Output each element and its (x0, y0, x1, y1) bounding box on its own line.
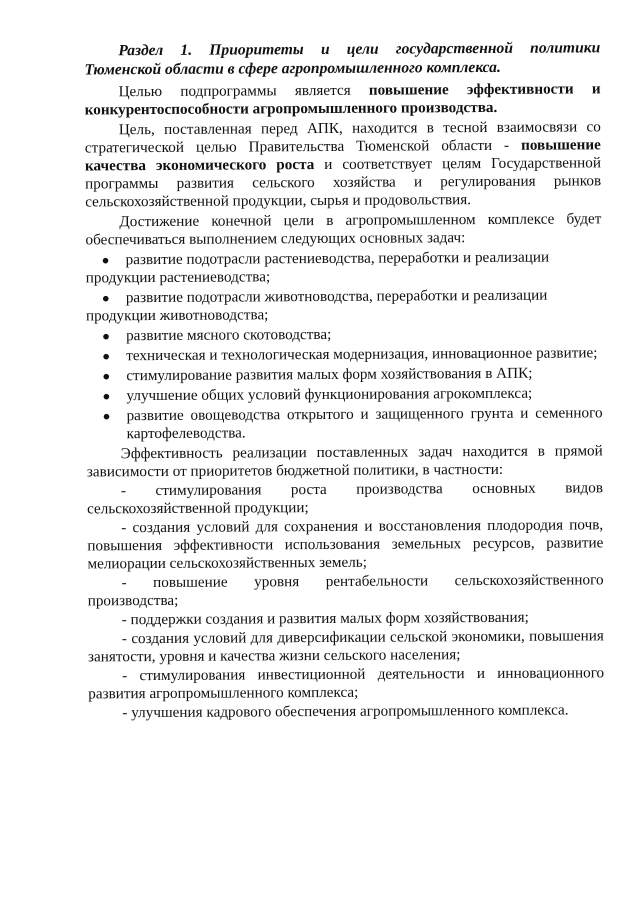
efficiency-paragraph: Эффективность реализации поставленных задач находится в прямой зависимости от приоритетов бюджетной политики, в частности: (86, 442, 603, 481)
bullet-icon: ● (102, 408, 111, 424)
strategy-tail: и соответствует целям Государственной программы развития сельского хозяйства и регулирования рынков сельскохозяйственной продукции, сырья и продовольствия. (85, 154, 602, 211)
task-item: ● улучшение общих условий функционирования агрокомплекса; (86, 384, 602, 405)
priority-item: - повышение уровня рентабельности сельскохозяйственного производства; (87, 571, 604, 610)
bullet-icon: ● (102, 368, 111, 384)
goal-lead: Целью подпрограммы является (118, 81, 369, 101)
task-item: ● техническая и технологическая модернизация, инновационное развитие; (86, 344, 602, 365)
goal-paragraph (85, 80, 601, 119)
priority-item: - стимулирования инвестиционной деятельности и инновационного развития агропромышленного комплекса; (88, 664, 605, 703)
task-item: ● развитие мясного скотоводства; (86, 324, 602, 345)
priority-item: - создания условий для сохранения и восстановления плодородия почв, повышения эффективности использования земельных ресурсов, развитие мелиорации сельскохозяйственных земель; (87, 516, 604, 573)
bullet-icon: ● (101, 252, 110, 268)
task-item: ● развитие подотрасли растениеводства, переработки и реализации продукции растениеводства; (85, 248, 550, 287)
priority-item: - стимулирования роста производства основных видов сельскохозяйственной продукции; (87, 479, 604, 518)
task-item: ● стимулирование развития малых форм хозяйствования в АПК; (86, 364, 602, 385)
tasks-list (86, 248, 603, 443)
task-item: ● развитие подотрасли животноводства, переработки и реализации продукции животноводства; (85, 286, 548, 325)
section-heading: Раздел 1. Приоритеты и цели государственной политики Тюменской области в сфере агропромышленного комплекса. (84, 39, 601, 79)
task-item: ● развитие овощеводства открытого и защищенного грунта и семенного картофелеводства. (86, 404, 602, 443)
strategy-bold: повышение качества экономического роста (84, 136, 601, 175)
priority-item: - создания условий для диверсификации сельской экономики, повышения занятости, уровня и качества жизни сельского населения; (87, 627, 604, 666)
bullet-icon: ● (102, 328, 111, 344)
strategy-lead: Цель, поставленная перед АПК, находится в тесной взаимосвязи со стратегической целью Правительства Тюменской области - (84, 118, 601, 157)
bullet-icon: ● (101, 290, 110, 306)
priority-item: - улучшения кадрового обеспечения агропромышленного комплекса. (122, 701, 569, 722)
bullet-icon: ● (102, 348, 111, 364)
tasks-intro-paragraph: Достижение конечной цели в агропромышленном комплексе будет обеспечиваться выполнением следующих основных задач: (85, 210, 602, 249)
strategy-paragraph (85, 118, 602, 211)
priority-item: - поддержки создания и развития малых форм хозяйствования; (121, 608, 529, 629)
goal-bold: повышение эффективности и конкурентоспособности агропромышленного производства. (84, 80, 601, 119)
bullet-icon: ● (102, 388, 111, 404)
